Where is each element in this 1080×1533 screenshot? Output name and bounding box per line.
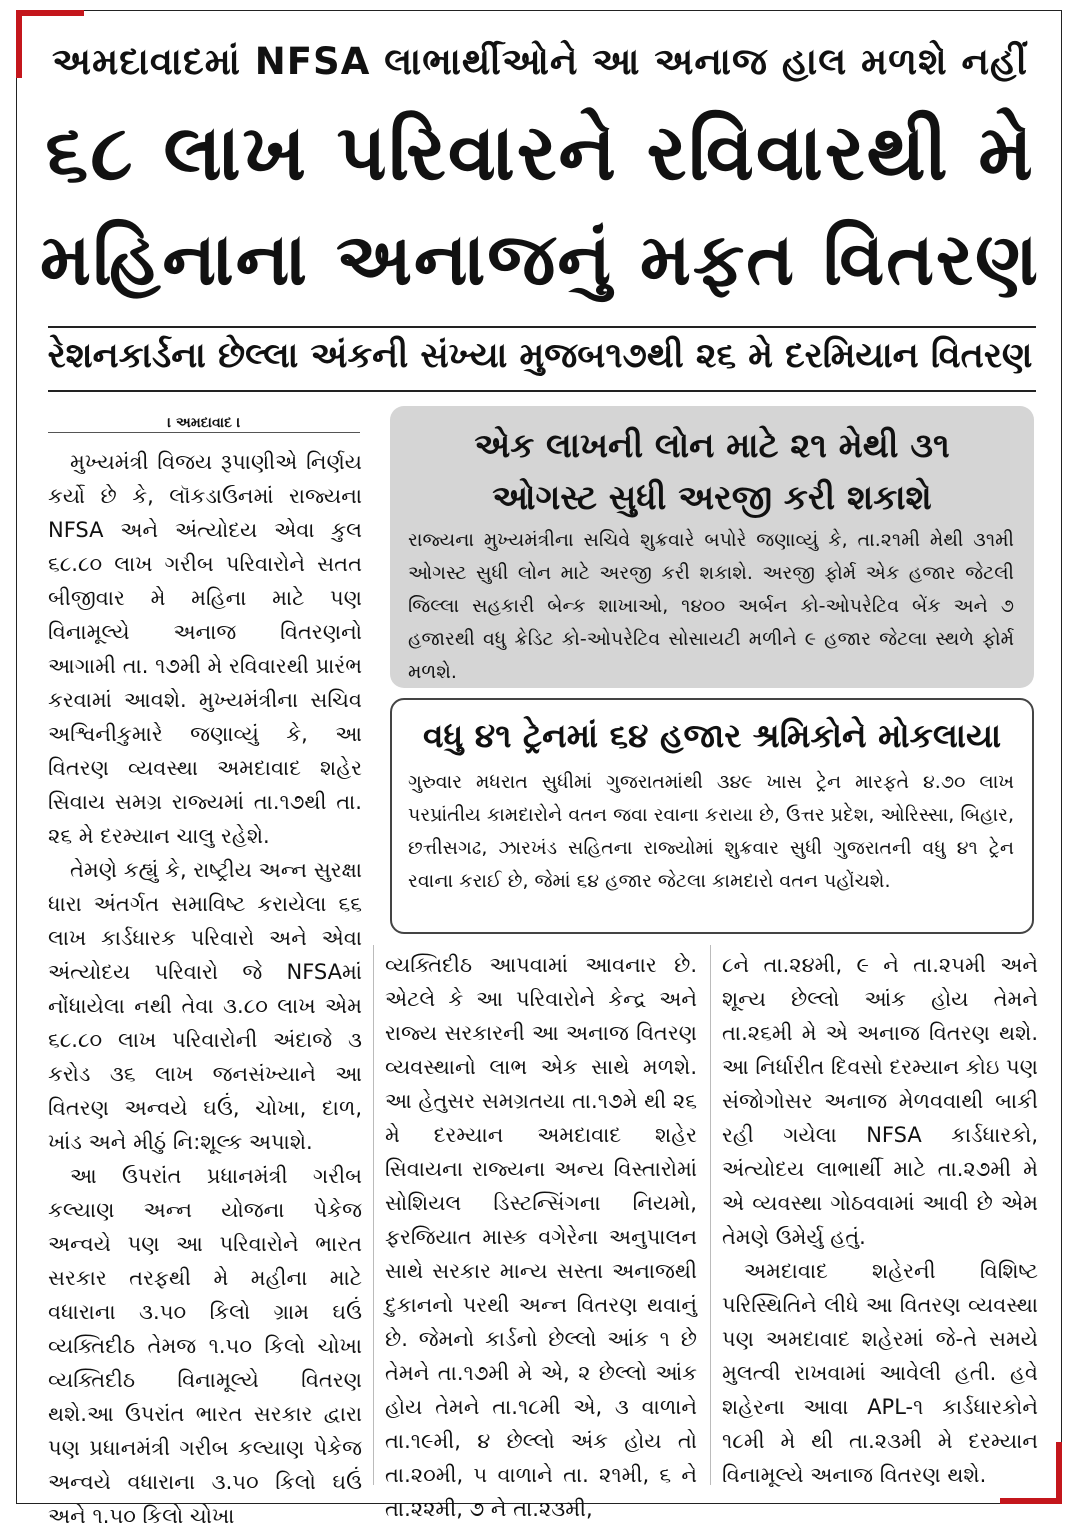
article-paragraph: ૮ને તા.૨૪મી, ૯ ને તા.૨૫મી અને શૂન્ય છેલ્લો આંક હોય તેમને તા.૨૬મી મે એ અનાજ વિતરણ થશે. આ નિર્ધારીત દિવસો દરમ્યાન કોઇ પણ સંજોગોસર અનાજ મેળવવાથી બાકી રહી ગયેલા NFSA કાર્ડધારકો, અંત્યોદય લાભાર્થી માટે તા.૨૭મી મે એ વ્યવસ્થા ગોઠવવામાં આવી છે એમ તેમણે ઉમેર્યુ હતું. xyxy=(722,953,1038,1249)
subheadline: રેશનકાર્ડના છેલ્લા અંકની સંખ્યા મુજબ૧૭થી ૨૬ મે દરમિયાન વિતરણ xyxy=(47,336,1033,376)
article-paragraph: મુખ્યમંત્રી વિજય રૂપાણીએ નિર્ણય કર્યો છે કે, લૉકડાઉનમાં રાજ્યના NFSA અને અંત્યોદય એવા કુલ ૬૮.૮૦ લાખ ગરીબ પરિવારોને સતત બીજીવાર મે મહિના માટે પણ વિનામૂલ્યે અનાજ વિતરણનો આગામી તા. ૧૭મી મે રવિવારથી પ્રારંભ કરવામાં આવશે. મુખ્યમંત્રીના સચિવ અશ્વિનીકુમારે જણાવ્યું કે, આ વિતરણ વ્યવસ્થા અમદાવાદ શહેર સિવાય સમગ્ર રાજ્યમાં તા.૧૭થી તા. ૨૬ મે દરમ્યાન ચાલુ રહેશે. xyxy=(48,450,362,848)
trains-sidebar-box xyxy=(390,698,1034,934)
article-column-2 xyxy=(385,948,697,1521)
article-paragraph: વ્યક્તિદીઠ આપવામાં આવનાર છે. એટલે કે આ પરિવારોને કેન્દ્ર અને રાજ્ય સરકારની આ અનાજ વિતરણ વ્યવસ્થાનો લાભ એક સાથે મળશે. આ હેતુસર સમગ્રતયા તા.૧૭મે થી ૨૬ મે દરમ્યાન અમદાવાદ શહેર સિવાયના રાજ્યના અન્ય વિસ્તારોમાં સોશિયલ ડિસ્ટન્સિંગના નિયમો, ફરજિયાત માસ્ક વગેરેના અનુપાલન સાથે સરકાર માન્ય સસ્તા અનાજથી દુકાનનો પરથી અન્ન વિતરણ થવાનું છે. જેમનો કાર્ડનો છેલ્લો આંક ૧ છે તેમને તા.૧૭મી મે એ, ૨ છેલ્લો આંક હોય તેમને તા.૧૮મી એ, ૩ વાળાને તા.૧૯મી, ૪ છેલ્લો અંક હોય તો તા.૨૦મી, ૫ વાળાને તા. ૨૧મી, ૬ ને તા.૨૨મી, ૭ ને તા.૨૩મી, xyxy=(385,953,697,1521)
column-divider xyxy=(710,945,711,1485)
loan-sidebar-body: રાજ્યના મુખ્યમંત્રીના સચિવે શુક્રવારે બપોરે જણાવ્યું કે, તા.૨૧મી મેથી ૩૧મી ઓગસ્ટ સુધી લોન માટે અરજી કરી શકાશે. અરજી ફોર્મ એક હજાર જેટલી જિલ્લા સહકારી બેન્ક શાખાઓ, ૧૪૦૦ અર્બન કો-ઓપરેટિવ બેંક અને ૭ હજારથી વધુ ક્રેડિટ કો-ઓપરેટિવ સોસાયટી મળીને ૯ હજાર જેટલા સ્થળે ફોર્મ મળશે. xyxy=(408,529,1014,683)
loan-sidebar-title-line-2: ઓગસ્ટ સુધી અરજી કરી શકાશે xyxy=(492,478,932,518)
divider-bottom xyxy=(48,390,1036,392)
column-divider xyxy=(373,945,374,1485)
trains-sidebar-title: વધુ ૪૧ ટ્રેનમાં ૬૪ હજાર શ્રમિકોને મોકલાયા xyxy=(422,716,1002,755)
headline-line-2: મહિનાના અનાજનું મફત વિતરણ xyxy=(40,217,1040,301)
article-column-1 xyxy=(48,445,362,1528)
headline-line-1: ૬૮ લાખ પરિવારને રવિવારથી મે xyxy=(45,109,1035,198)
dateline-rule xyxy=(48,412,360,433)
article-paragraph: આ ઉપરાંત પ્રધાનમંત્રી ગરીબ કલ્યાણ અન્ન યોજના પેકેજ અન્વયે પણ આ પરિવારોને ભારત સરકાર તરફથી મે મહીના માટે વધારાના ૩.૫૦ કિલો ગ્રામ ઘઉં વ્યક્તિદીઠ તેમજ ૧.૫૦ કિલો ચોખા વ્યક્તિદીઠ વિનામૂલ્યે વિતરણ થશે.આ ઉપરાંત ભારત સરકાર દ્વારા પણ પ્રધાનમંત્રી ગરીબ કલ્યાણ પેકેજ અન્વયે વધારાના ૩.૫૦ કિલો ઘઉં અને ૧.૫૦ કિલો ચોખા xyxy=(48,1164,362,1528)
dateline: । અમદાવાદ । xyxy=(161,415,246,431)
kicker-headline: અમદાવાદમાં NFSA લાભાર્થીઓને આ અનાજ હાલ મળશે નહીં xyxy=(52,40,1028,83)
divider-top xyxy=(48,326,1036,328)
loan-sidebar-box xyxy=(390,406,1034,688)
article-column-3 xyxy=(722,948,1038,1488)
trains-sidebar-body: ગુરુવાર મધરાત સુધીમાં ગુજરાતમાંથી ૩૪૯ ખાસ ટ્રેન મારફતે ૪.૭૦ લાખ પરપ્રાંતીય કામદારોને વતન જવા રવાના કરાયા છે, ઉત્તર પ્રદેશ, ઓરિસ્સા, બિહાર, છત્તીસગઢ, ઝારખંડ સહિતના રાજ્યોમાં શુક્રવાર સુધી ગુજરાતની વધુ ૪૧ ટ્રેન રવાના કરાઈ છે, જેમાં ૬૪ હજાર જેટલા કામદારો વતન પહોંચશે. xyxy=(408,771,1014,892)
article-paragraph: અમદાવાદ શહેરની વિશિષ્ટ પરિસ્થિતિને લીધે આ વિતરણ વ્યવસ્થા પણ અમદાવાદ શહેરમાં જે-તે સમયે મુલત્વી રાખવામાં આવેલી હતી. હવે શહેરના આવા APL-૧ કાર્ડધારકોને ૧૮મી મે થી તા.૨૩મી મે દરમ્યાન વિનામૂલ્યે અનાજ વિતરણ થશે. xyxy=(722,1259,1038,1487)
loan-sidebar-title-line-1: એક લાખની લોન માટે ૨૧ મેથી ૩૧ xyxy=(474,426,950,466)
article-paragraph: તેમણે કહ્યું કે, રાષ્ટ્રીય અન્ન સુરક્ષા ધારા અંતર્ગત સમાવિષ્ટ કરાયેલા ૬૬ લાખ કાર્ડધારક પરિવારો અને એવા અંત્યોદય પરિવારો જે NFSAમાં નોંધાયેલા નથી તેવા ૩.૮૦ લાખ એમ ૬૮.૮૦ લાખ પરિવારોની અંદાજે ૩ કરોડ ૩૬ લાખ જનસંખ્યાને આ વિતરણ અન્વયે ઘઉં, ચોખા, દાળ, ખાંડ અને મીઠું નિ:શૂલ્ક અપાશે. xyxy=(48,858,362,1154)
